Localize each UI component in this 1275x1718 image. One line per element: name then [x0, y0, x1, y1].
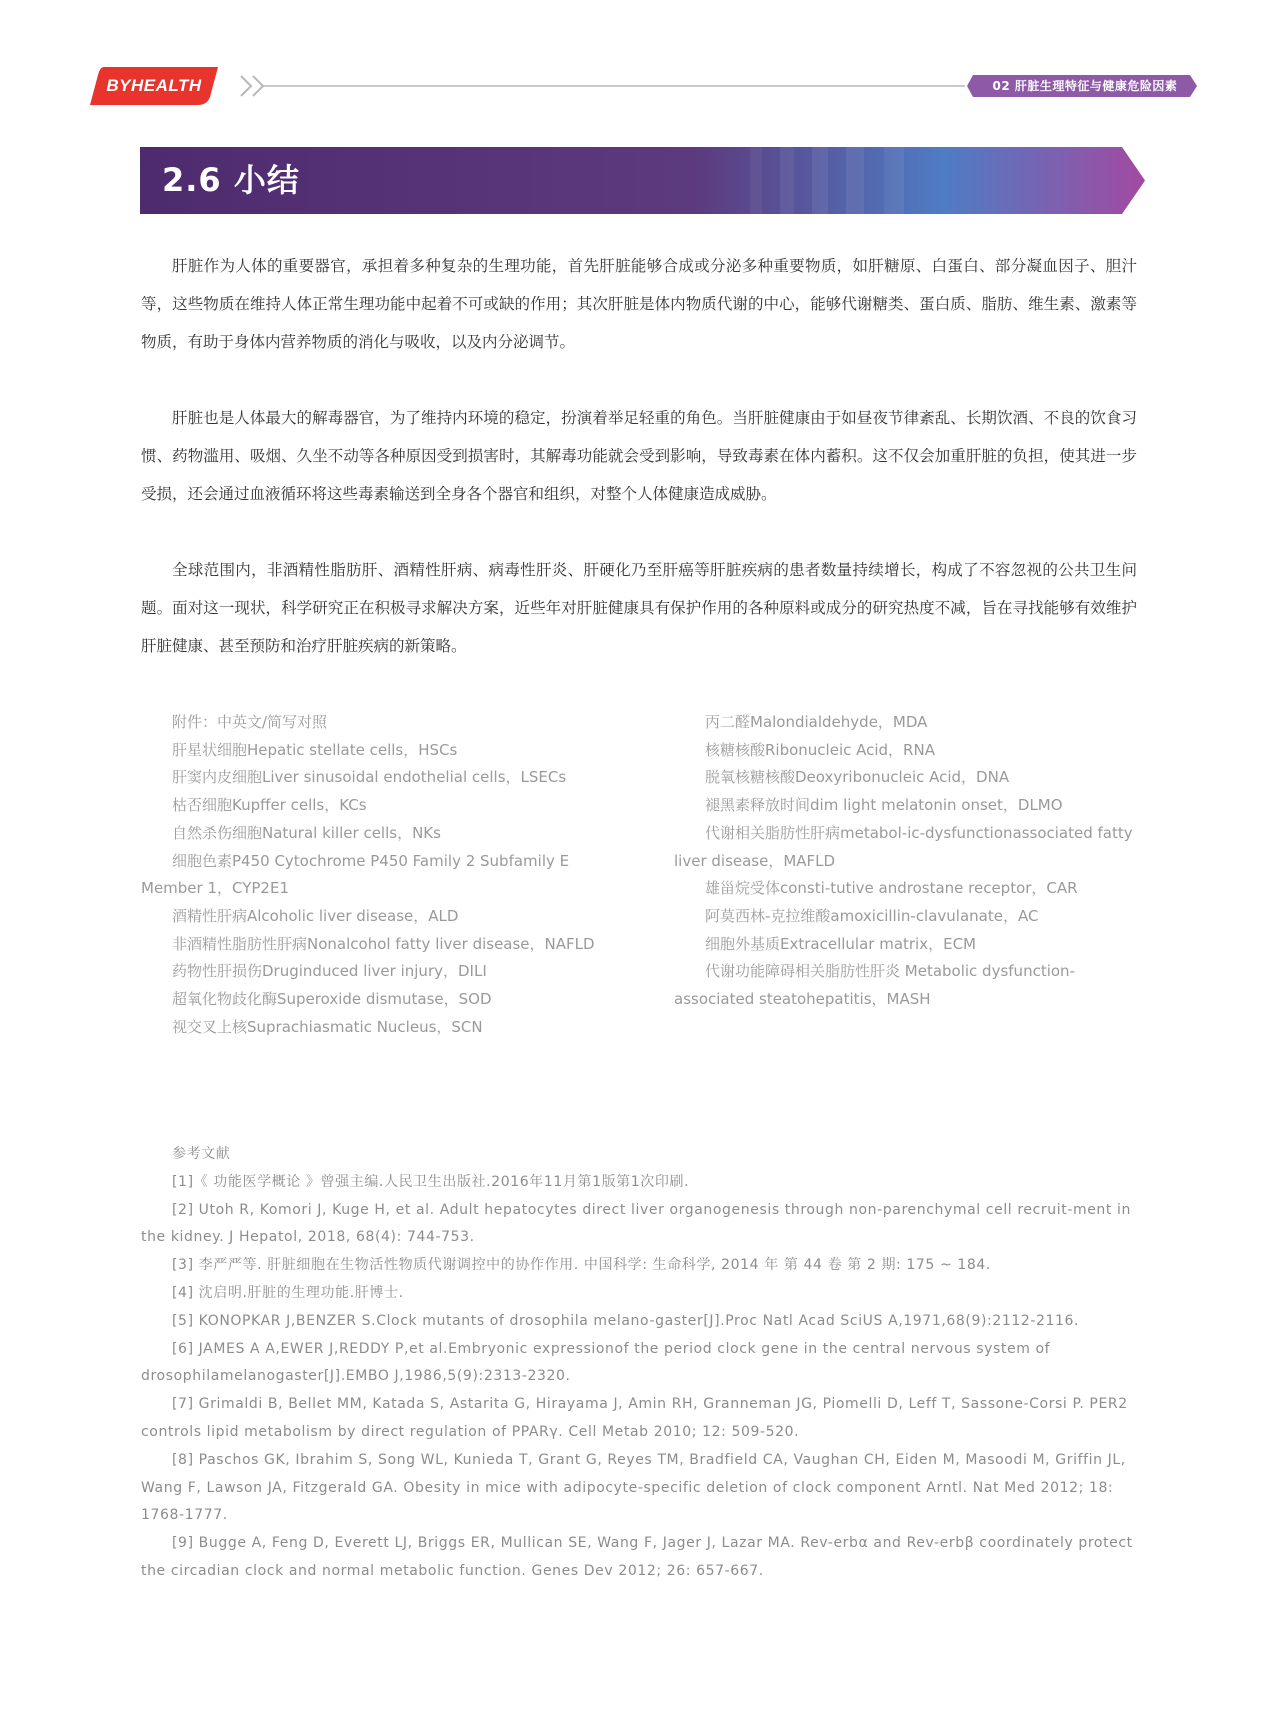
body-paragraph: 肝脏作为人体的重要器官，承担着多种复杂的生理功能，首先肝脏能够合成或分泌多种重要物质，如肝糖原、白蛋白、部分凝血因子、胆汁等，这些物质在维持人体正常生理功能中起着不可或缺的作用；其次肝脏是体内物质代谢的中心，能够代谢糖类、蛋白质、脂肪、维生素、激素等物质，有助于身体内营养物质的消化与吸收，以及内分泌调节。 — [141, 257, 1137, 351]
glossary-item: 肝星状细胞Hepatic stellate cells，HSCs — [172, 740, 458, 759]
references-section — [141, 1141, 1137, 1586]
glossary-item: 细胞色素P450 Cytochrome P450 Family 2 Subfamily E Member 1，CYP2E1 — [141, 851, 570, 898]
glossary-item: 非酒精性脂肪性肝病Nonalcohol fatty liver disease，NAFLD — [172, 934, 595, 953]
glossary-item: 视交叉上核Suprachiasmatic Nucleus，SCN — [172, 1017, 483, 1036]
glossary-item: 肝窦内皮细胞Liver sinusoidal endothelial cells，LSECs — [172, 768, 567, 787]
reference-item: [3] 李严严等. 肝脏细胞在生物活性物质代谢调控中的协作作用. 中国科学: 生命科学, 2014 年 第 44 卷 第 2 期: 175 ~ 184. — [172, 1257, 991, 1274]
reference-item: [9] Bugge A, Feng D, Everett LJ, Briggs ER, Mullican SE, Wang F, Jager J, Lazar MA. Rev-erbα and Rev-erbβ coordinately protect the circadian clock and normal metabolic function. Genes Dev 2012; 26: 657-667. — [141, 1535, 1133, 1579]
glossary-item: 脱氧核糖核酸Deoxyribonucleic Acid，DNA — [705, 768, 1010, 787]
reference-item: [4] 沈启明.肝脏的生理功能.肝博士. — [172, 1284, 404, 1301]
glossary-item: 酒精性肝病Alcoholic liver disease，ALD — [172, 906, 459, 925]
glossary-item: 核糖核酸Ribonucleic Acid，RNA — [705, 740, 935, 759]
logo-text: BYHEALTH — [106, 76, 202, 95]
glossary-left-column — [141, 709, 601, 1041]
glossary-item: 自然杀伤细胞Natural killer cells，NKs — [172, 823, 441, 842]
chapter-tag: 02 肝脏生理特征与健康危险因素 — [992, 79, 1178, 93]
body-paragraph: 全球范围内，非酒精性脂肪肝、酒精性肝病、病毒性肝炎、肝硬化乃至肝癌等肝脏疾病的患者数量持续增长，构成了不容忽视的公共卫生问题。面对这一现状，科学研究正在积极寻求解决方案，近些年对肝脏健康具有保护作用的各种原料或成分的研究热度不减，旨在寻找能够有效维护肝脏健康、甚至预防和治疗肝脏疾病的新策略。 — [141, 561, 1137, 655]
reference-item: [6] JAMES A A,EWER J,REDDY P,et al.Embryonic expressionof the period clock gene in the central nervous system of drosophilamelanogaster[J].EMBO J,1986,5(9):2313-2320. — [141, 1340, 1051, 1385]
glossary-item: 代谢相关脂肪性肝病metabol-ic-dysfunctionassociated fatty liver disease，MAFLD — [674, 823, 1133, 870]
glossary-item: 雄甾烷受体consti-tutive androstane receptor，CAR — [705, 879, 1078, 898]
reference-item: [2] Utoh R, Komori J, Kuge H, et al. Adult hepatocytes direct liver organogenesis through non-parenchymal cell recruit-ment in the kidney. J Hepatol, 2018, 68(4): 744-753. — [141, 1201, 1131, 1246]
glossary-item: 丙二醛Malondialdehyde，MDA — [705, 713, 928, 731]
glossary-heading: 附件：中英文/简写对照 — [172, 713, 328, 731]
glossary-item: 代谢功能障碍相关脂肪性肝炎 Metabolic dysfunction-associated steatohepatitis，MASH — [674, 962, 1075, 1009]
glossary-item: 超氧化物歧化酶Superoxide dismutase，SOD — [172, 990, 492, 1009]
page-title: 2.6 小结 — [162, 161, 300, 199]
chevron-right-icon — [253, 76, 263, 96]
brand-logo — [90, 67, 218, 105]
glossary-right-column — [674, 709, 1144, 1014]
references-heading: 参考文献 — [172, 1146, 231, 1162]
body-paragraph: 肝脏也是人体最大的解毒器官，为了维持内环境的稳定，扮演着举足轻重的角色。当肝脏健康由于如昼夜节律紊乱、长期饮酒、不良的饮食习惯、药物滥用、吸烟、久坐不动等各种原因受到损害时，其解毒功能就会受到影响，导致毒素在体内蓄积。这不仅会加重肝脏的负担，使其进一步受损，还会通过血液循环将这些毒素输送到全身各个器官和组织，对整个人体健康造成威胁。 — [141, 409, 1137, 503]
chevron-right-icon — [241, 76, 251, 96]
glossary-item: 细胞外基质Extracellular matrix，ECM — [705, 934, 976, 953]
section-title-band — [140, 147, 1145, 214]
reference-item: [8] Paschos GK, Ibrahim S, Song WL, Kunieda T, Grant G, Reyes TM, Bradfield CA, Vaughan CH, Eiden M, Masoodi M, Griffin JL, Wang F, Lawson JA, Fitzgerald GA. Obesity in mice with adipocyte-specific deletion of clock component Arntl. Nat Med 2012; 18: 1768-1777. — [141, 1451, 1126, 1524]
glossary-item: 药物性肝损伤Druginduced liver injury，DILI — [172, 962, 487, 981]
reference-item: [1]《 功能医学概论 》曾强主编.人民卫生出版社.2016年11月第1版第1次印刷. — [172, 1173, 690, 1190]
summary-body — [141, 247, 1137, 703]
glossary-item: 枯否细胞Kupffer cells，KCs — [172, 796, 367, 815]
reference-item: [5] KONOPKAR J,BENZER S.Clock mutants of drosophila melano-gaster[J].Proc Natl Acad SciUS A,1971,68(9):2112-2116. — [172, 1312, 1080, 1329]
glossary-item: 阿莫西林-克拉维酸amoxicillin-clavulanate，AC — [705, 906, 1039, 925]
glossary-item: 褪黑素释放时间dim light melatonin onset，DLMO — [705, 796, 1063, 815]
reference-item: [7] Grimaldi B, Bellet MM, Katada S, Astarita G, Hirayama J, Amin RH, Granneman JG, Piomelli D, Leff T, Sassone-Corsi P. PER2 controls lipid metabolism by direct regulation of PPARγ. Cell Metab 2010; 12: 509-520. — [141, 1396, 1128, 1440]
